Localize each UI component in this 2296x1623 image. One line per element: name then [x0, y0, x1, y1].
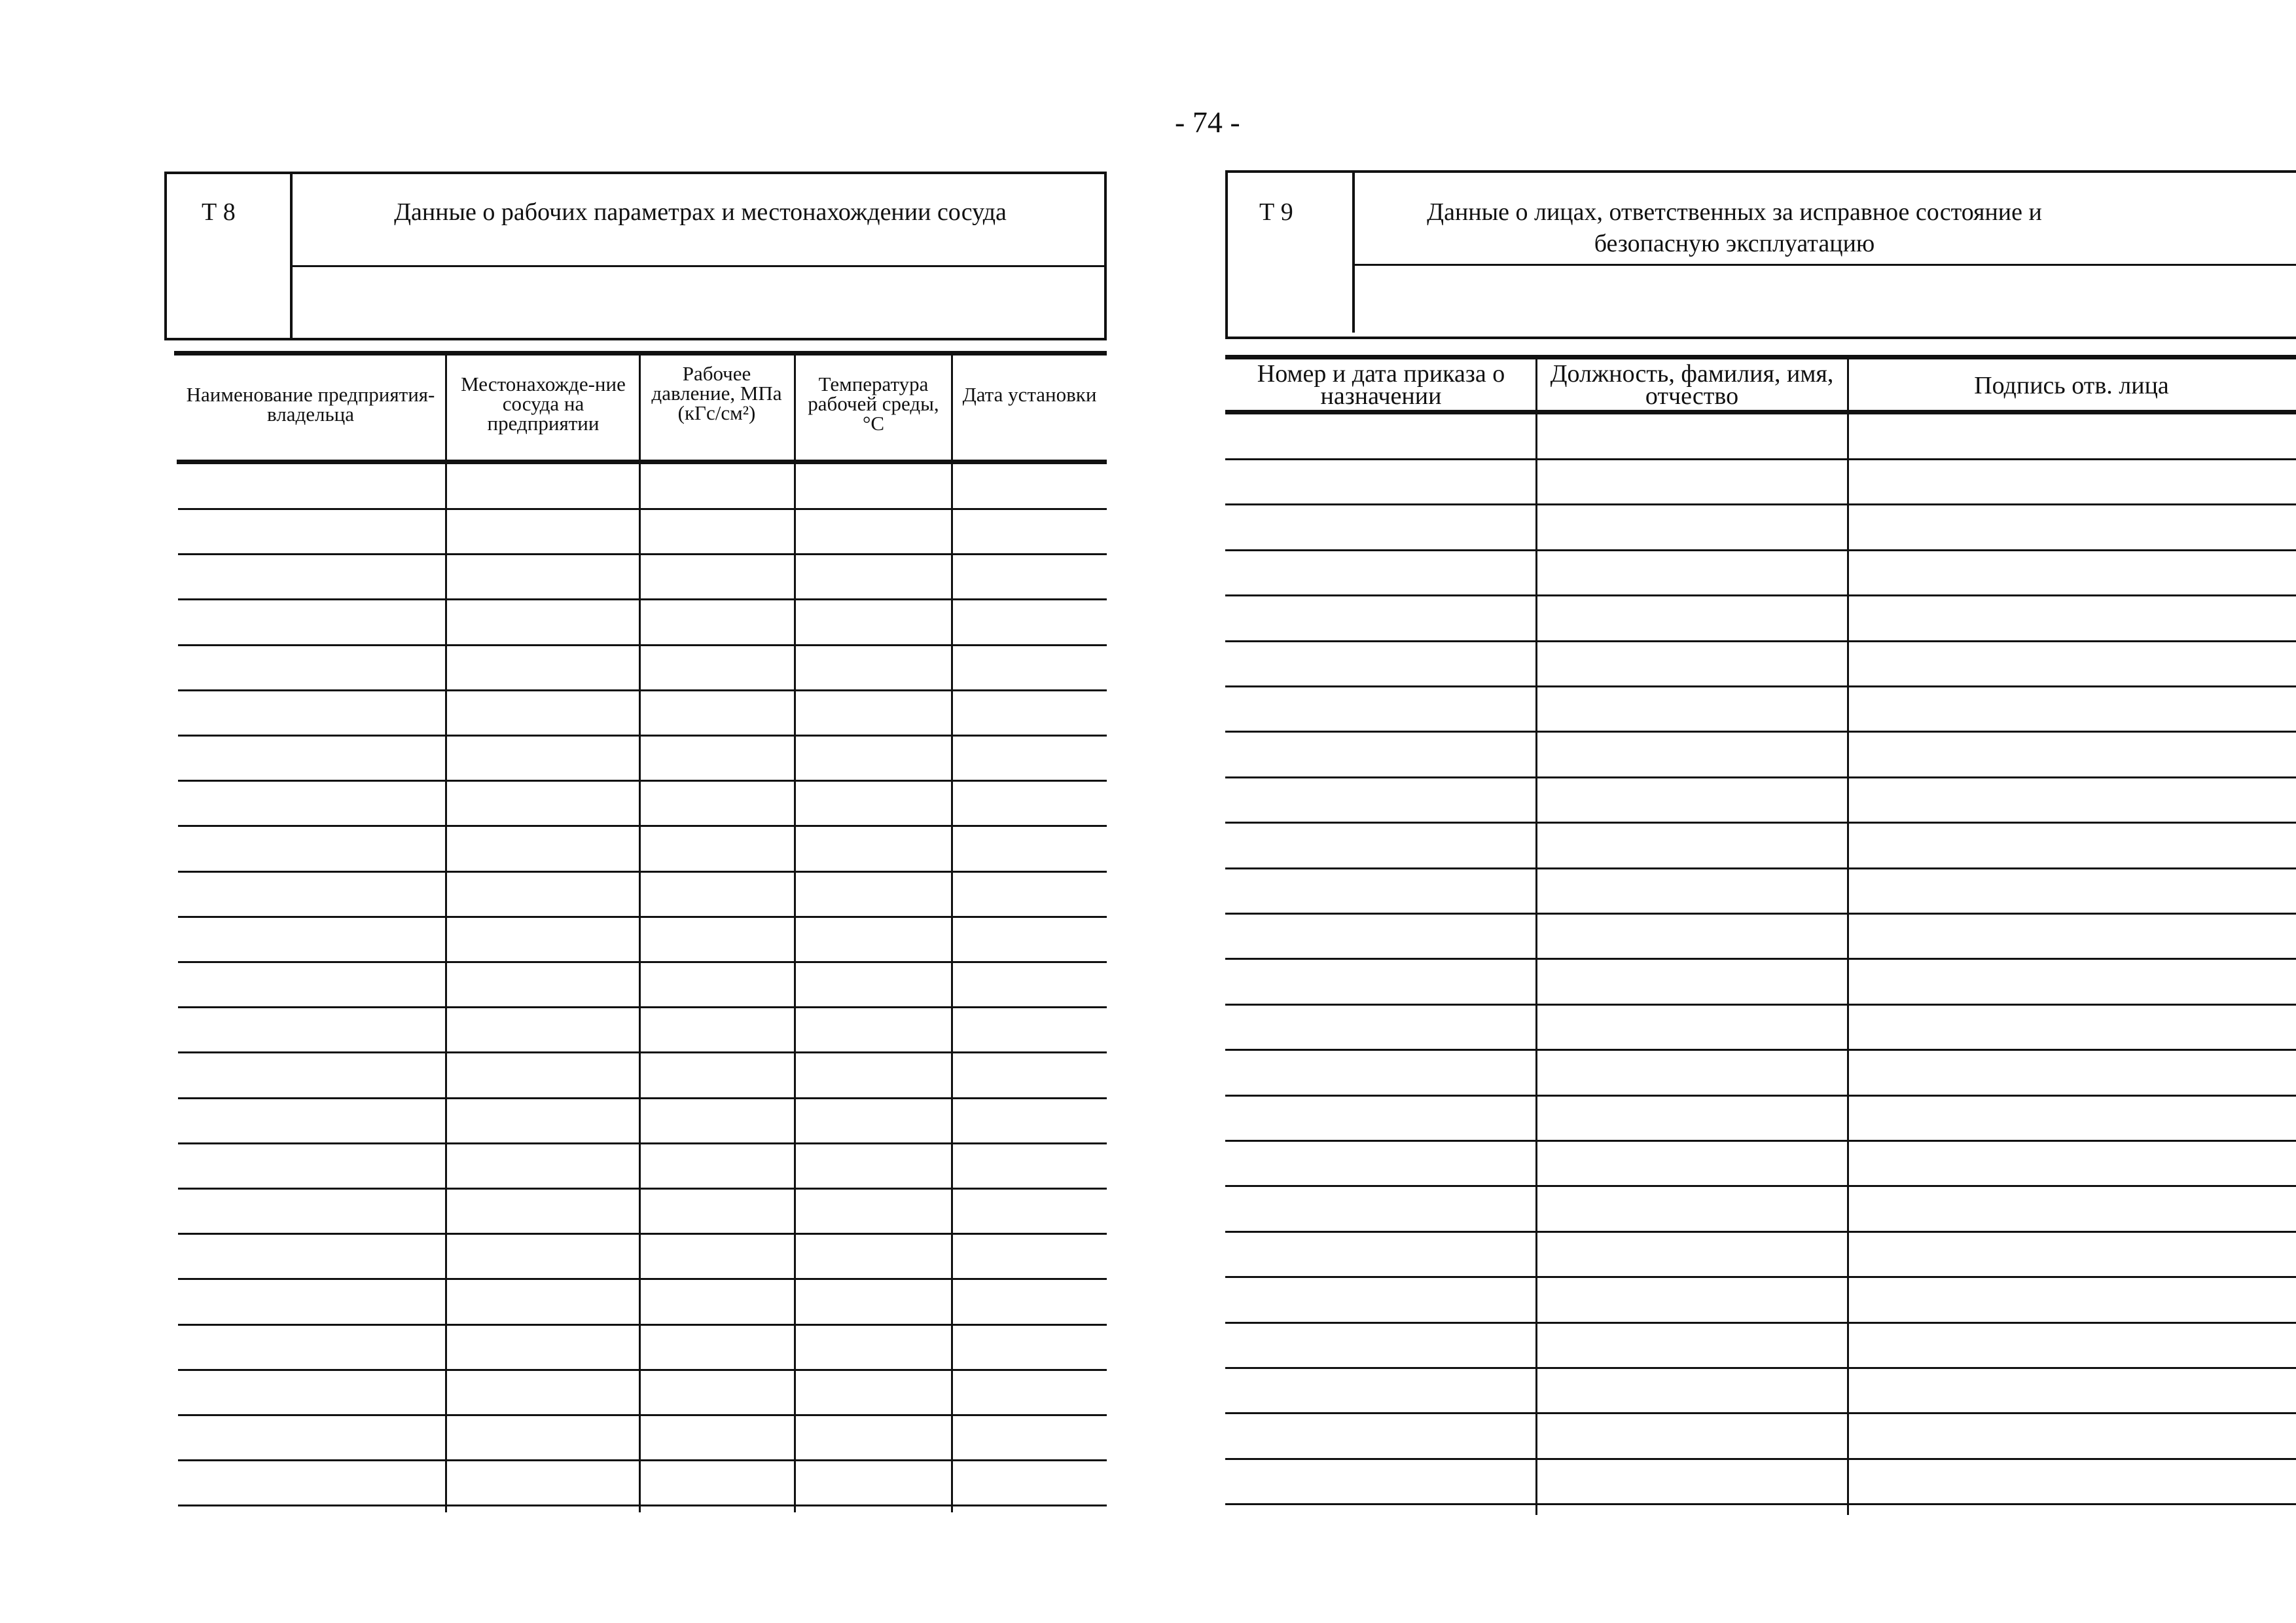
- table-row-rule: [1225, 1095, 2296, 1097]
- t9-header-rule: [1352, 264, 2296, 266]
- table-row-rule: [178, 1414, 1107, 1416]
- table-row-rule: [1225, 776, 2296, 778]
- table-row-rule: [178, 780, 1107, 782]
- table-row-rule: [1225, 458, 2296, 460]
- table-row-rule: [178, 1006, 1107, 1008]
- t8-col-header-temperature: Температура рабочей среды, °С: [808, 373, 939, 435]
- table-row-rule: [178, 1233, 1107, 1235]
- table-row-rule: [178, 1278, 1107, 1280]
- table-row-rule: [1225, 1004, 2296, 1006]
- t8-header-divider: [290, 172, 293, 340]
- t8-title: Данные о рабочих параметрах и местонахождении сосуда: [394, 198, 1007, 226]
- table-row-rule: [178, 1504, 1107, 1506]
- table-row-rule: [1225, 1458, 2296, 1460]
- t8-col-divider: [445, 354, 447, 1512]
- t9-table-top-rule: [1225, 355, 2296, 359]
- table-row-rule: [1225, 1185, 2296, 1187]
- t8-col-divider: [639, 354, 641, 1512]
- t9-code: Т 9: [1259, 198, 1293, 226]
- table-row-rule: [1225, 594, 2296, 596]
- t8-col-header-install-date: Дата установки: [962, 383, 1097, 406]
- table-row-rule: [1225, 1412, 2296, 1414]
- table-row-rule: [178, 871, 1107, 873]
- t8-col-divider: [794, 354, 796, 1512]
- table-row-rule: [1225, 822, 2296, 824]
- t8-code: Т 8: [202, 198, 236, 226]
- t8-header-rule: [290, 265, 1107, 267]
- table-row-rule: [178, 689, 1107, 691]
- table-row-rule: [178, 553, 1107, 555]
- table-row-rule: [178, 825, 1107, 827]
- table-row-rule: [1225, 1049, 2296, 1051]
- table-row-rule: [1225, 1367, 2296, 1369]
- table-row-rule: [178, 961, 1107, 963]
- table-row-rule: [178, 1459, 1107, 1461]
- table-row-rule: [178, 1324, 1107, 1326]
- t9-col-header-order: Номер и дата приказа о назначении: [1257, 360, 1505, 410]
- t9-header-left: [1225, 170, 1228, 339]
- t8-table-header-rule: [177, 460, 1107, 464]
- table-row-rule: [1225, 913, 2296, 915]
- t9-col-header-signature: Подпись отв. лица: [1974, 372, 2169, 399]
- t9-col-divider: [1847, 357, 1849, 1515]
- t9-header-top: [1225, 170, 2296, 173]
- table-row-rule: [1225, 867, 2296, 869]
- table-row-rule: [178, 1369, 1107, 1371]
- table-row-rule: [178, 1188, 1107, 1190]
- table-row-rule: [1225, 731, 2296, 733]
- table-row-rule: [1225, 640, 2296, 642]
- table-row-rule: [178, 735, 1107, 737]
- table-row-rule: [1225, 503, 2296, 505]
- table-row-rule: [178, 1051, 1107, 1053]
- t9-title: Данные о лицах, ответственных за исправное состояние и безопасную эксплуатацию: [1427, 198, 2042, 257]
- t8-col-header-location: Местонахожде-ние сосуда на предприятии: [461, 373, 626, 435]
- table-row-rule: [1225, 549, 2296, 551]
- t8-col-header-enterprise: Наименование предприятия-владельца: [186, 383, 435, 426]
- table-row-rule: [1225, 958, 2296, 960]
- table-row-rule: [178, 598, 1107, 600]
- page-number: - 74 -: [1175, 105, 1240, 139]
- table-row-rule: [178, 508, 1107, 510]
- table-row-rule: [178, 1097, 1107, 1099]
- t9-header-divider: [1352, 170, 1355, 333]
- table-row-rule: [1225, 1140, 2296, 1142]
- table-row-rule: [1225, 1276, 2296, 1278]
- t9-col-header-position-name: Должность, фамилия, имя, отчество: [1550, 360, 1834, 410]
- table-row-rule: [1225, 1322, 2296, 1324]
- t9-header-bottom: [1225, 337, 2296, 339]
- t8-col-divider: [951, 354, 953, 1512]
- t9-col-divider: [1535, 357, 1537, 1515]
- t9-table-header-rule: [1225, 410, 2296, 414]
- table-row-rule: [1225, 1503, 2296, 1505]
- table-row-rule: [178, 644, 1107, 646]
- table-row-rule: [178, 916, 1107, 918]
- t8-col-header-pressure: Рабочее давление, МПа (кГс/см²): [651, 362, 782, 424]
- table-row-rule: [1225, 685, 2296, 687]
- table-row-rule: [1225, 1231, 2296, 1233]
- table-row-rule: [178, 1142, 1107, 1144]
